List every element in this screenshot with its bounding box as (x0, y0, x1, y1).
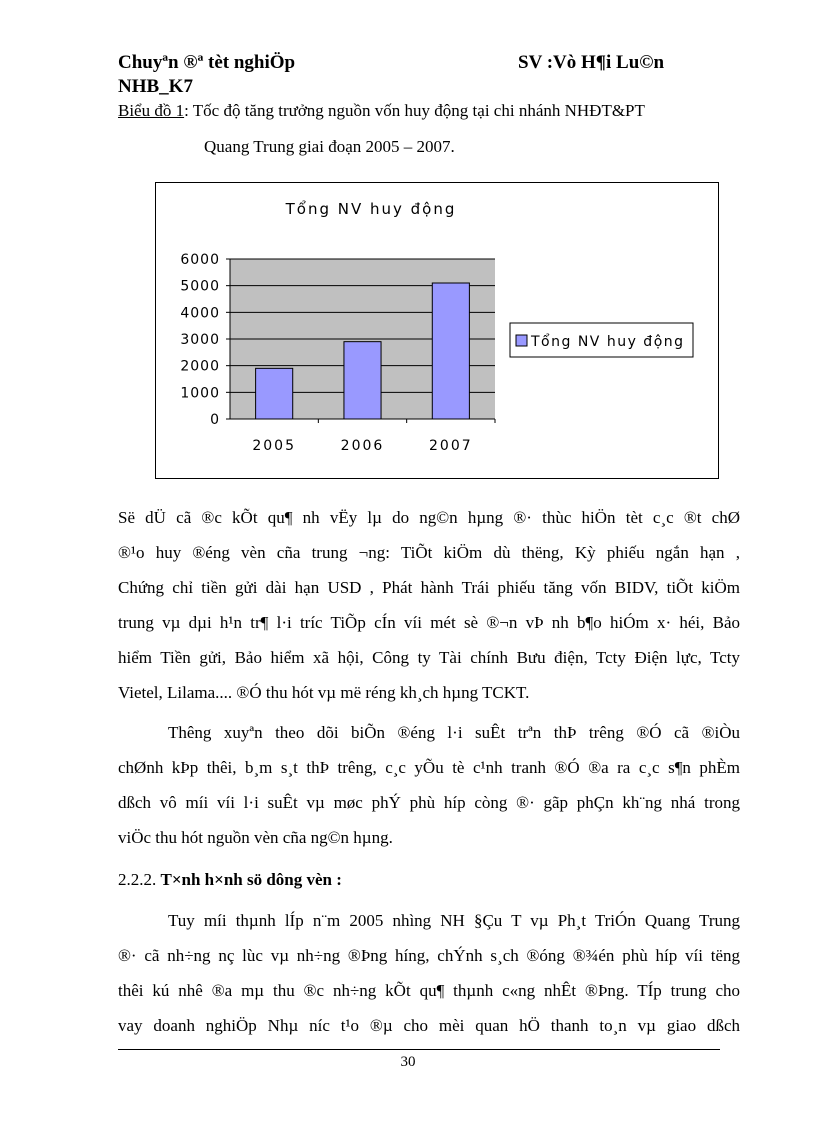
header-left-title: Chuyªn ®ª tèt nghiÖp (118, 52, 296, 73)
paragraph-1-line-3: Chứng chỉ tiền gửi dài hạn USD , Phát hành Trái phiếu tăng vốn BIDV, tiÕt kiÖm (118, 578, 740, 597)
paragraph-1-line-1: Së dÜ cã ®c kÕt qu¶ nh vËy lµ do ng©n hµng ®· thùc hiÖn tèt c¸c ®t chØ (118, 508, 740, 527)
paragraph-3-line-2: ®· cã nh÷ng nç lùc vµ nh÷ng ®Þng híng, chÝnh s¸ch ®óng ®¾én phù híp víi tëng (118, 946, 740, 965)
legend-label: Tổng NV huy động (531, 334, 685, 350)
page-number: 30 (400, 1054, 416, 1070)
bar-2007 (432, 283, 469, 419)
section-number: 2.2.2. (118, 870, 157, 889)
figure-title-line1: : Tốc độ tăng trưởng nguồn vốn huy động tại chi nhánh NHĐT&PT (184, 101, 645, 120)
paragraph-3-line-1: Tuy míi thµnh lÍp n¨m 2005 nhìng NH §Çu T vµ Ph¸t TriÓn Quang Trung (168, 911, 740, 930)
bar-chart (156, 183, 717, 477)
paragraph-2-line-3: dßch vô míi víi l·i suÊt vµ møc phÝ phù híp còng ®· gãp phÇn kh¨ng nhá trong (118, 793, 740, 812)
section-title: T×nh h×nh sö dông vèn : (160, 870, 342, 889)
paragraph-1-line-5: hiểm Tiền gửi, Bảo hiểm xã hội, Công ty Tài chính Bưu điện, Tcty Điện lực, Tcty (118, 648, 740, 667)
bar-2005 (256, 368, 293, 419)
paragraph-2-line-4: viÖc thu hót nguồn vèn cña ng©n hµng. (118, 828, 393, 847)
paragraph-2-line-1: Thêng xuyªn theo dõi biÕn ®éng l·i suÊt trªn thÞ trêng ®Ó cã ®iÒu (168, 723, 740, 742)
paragraph-1-line-4: trung vµ dµi h¹n tr¶ l·i tríc TiÕp cÍn víi mét sè ®¬n vÞ nh b¶o hiÓm x· héi, Bảo (118, 613, 740, 632)
x-tick-label: 2007 (429, 438, 473, 454)
legend-swatch (516, 335, 527, 346)
paragraph-2-line-2: chØnh kÞp thêi, b¸m s¸t thÞ trêng, c¸c yÕu tè c¹nh tranh ®Ó ®a ra c¸c s¶n phÈm (118, 758, 740, 777)
x-tick-label: 2006 (340, 438, 385, 454)
paragraph-3-line-4: vay doanh nghiÖp Nhµ níc t¹o ®µ cho mèi quan hÖ thanh to¸n vµ giao dßch (118, 1016, 740, 1035)
x-tick-label: 2005 (252, 438, 296, 454)
paragraph-1-line-6: Vietel, Lilama.... ®Ó thu hót vµ më réng kh¸ch hµng TCKT. (118, 683, 530, 702)
section-heading (118, 870, 342, 890)
y-tick-label: 0 (210, 412, 220, 428)
figure-caption (118, 101, 645, 121)
paragraph-1-line-2: ®¹o huy ®éng vèn cña trung ¬ng: TiÕt kiÖm dù thëng, Kỳ phiếu ngắn hạn , (118, 543, 740, 562)
y-tick-label: 6000 (180, 252, 220, 268)
chart-frame (155, 182, 719, 479)
figure-label: Biểu đồ 1 (118, 101, 185, 120)
chart-title: Tổng NV huy động (285, 200, 457, 218)
y-tick-label: 4000 (180, 305, 220, 322)
header-student-name: SV :Vò H¶i Lu©n (518, 52, 665, 73)
header-class-code: NHB_K7 (118, 76, 193, 97)
y-tick-label: 5000 (180, 278, 220, 295)
y-tick-label: 2000 (180, 358, 220, 375)
y-tick-label: 1000 (180, 385, 220, 402)
bar-2006 (344, 342, 381, 419)
chart-legend (510, 323, 693, 357)
footer-rule (118, 1049, 720, 1050)
paragraph-3-line-3: thêi kú nhê ®a mµ thu ®c nh÷ng kÕt qu¶ thµnh c«ng nhÊt ®Þng. TÍp trung cho (118, 981, 740, 1000)
y-tick-label: 3000 (180, 332, 220, 348)
figure-title-line2: Quang Trung giai đoạn 2005 – 2007. (204, 137, 455, 156)
